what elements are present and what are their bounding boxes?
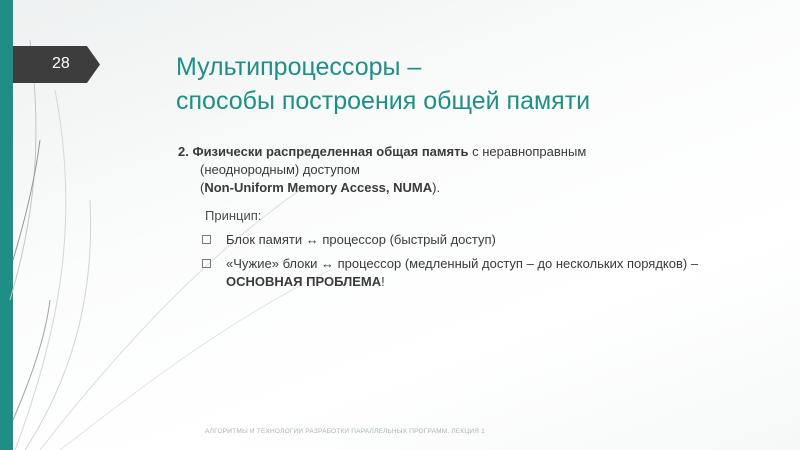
- paren-open: (: [200, 180, 205, 195]
- numa-term: Non-Uniform Memory Access, NUMA: [204, 180, 433, 195]
- point-heading: [178, 143, 768, 161]
- bullet-text-line-2: [226, 273, 768, 291]
- point-number: 2.: [178, 144, 189, 159]
- checkbox-bullet-icon: [202, 259, 211, 268]
- slide-content: [178, 143, 768, 291]
- bullet-text: Блок памяти ↔ процессор (быстрый доступ): [226, 232, 496, 247]
- slide-title: [176, 50, 776, 118]
- title-line-1: Мультипроцессоры –: [176, 53, 422, 81]
- point-line-2: (неоднородным) доступом: [200, 162, 360, 177]
- point-bold-text: Физически распределенная общая память: [192, 144, 469, 159]
- point-line-3: [178, 179, 768, 197]
- main-problem-text: ОСНОВНАЯ ПРОБЛЕМА: [226, 274, 382, 289]
- slide-footer: АЛГОРИТМЫ И ТЕХНОЛОГИИ РАЗРАБОТКИ ПАРАЛЛЕЛЬНЫХ ПРОГРАММ. ЛЕКЦИЯ 1: [205, 428, 485, 435]
- principle-label: Принцип:: [205, 208, 262, 223]
- bullet-item: [178, 231, 768, 249]
- point-rest-text: с неравноправным: [468, 144, 587, 159]
- page-number: 28: [52, 55, 70, 72]
- checkbox-bullet-icon: [202, 235, 211, 244]
- exclamation: !: [381, 274, 385, 289]
- paren-close: ).: [432, 180, 441, 195]
- bullet-item: [178, 255, 768, 291]
- bullet-text-line-1: «Чужие» блоки ↔ процессор (медленный доступ – до нескольких порядков) –: [226, 256, 699, 271]
- title-line-2: способы построения общей памяти: [176, 87, 591, 115]
